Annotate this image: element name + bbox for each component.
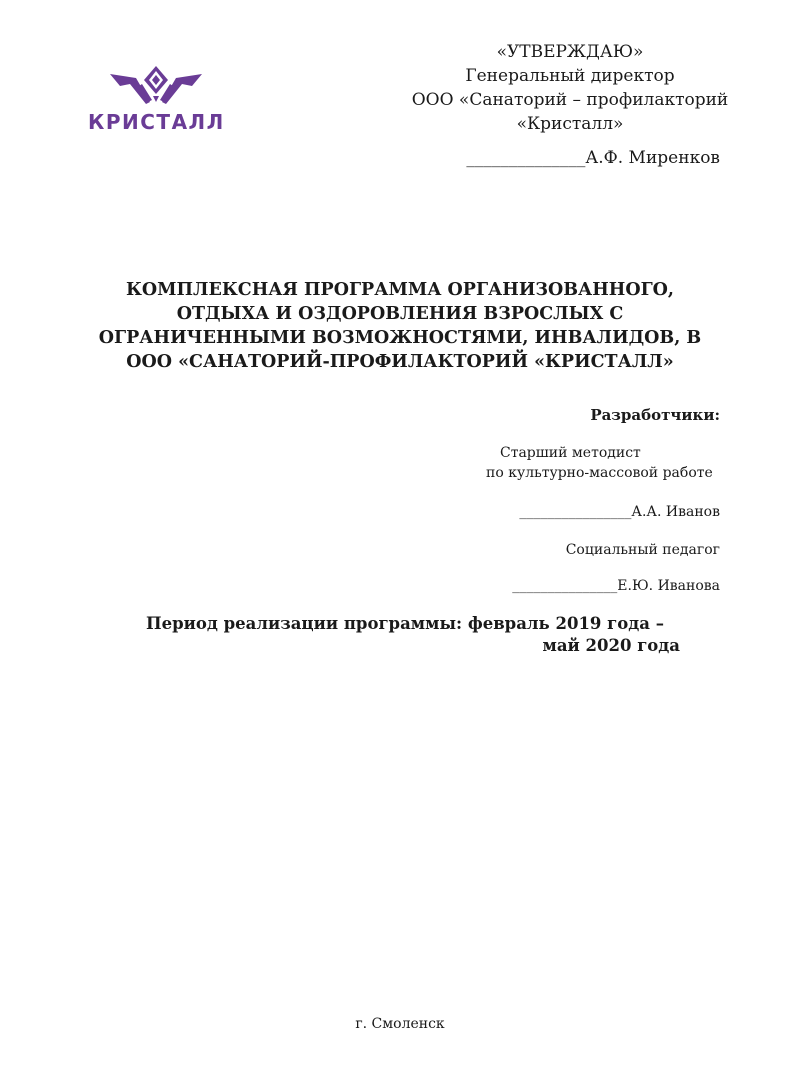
approval-line: «Кристалл» bbox=[516, 114, 624, 134]
approval-line: ООО «Санаторий – профилакторий bbox=[411, 90, 729, 110]
director-signature-line: ______________А.Ф. Миренков bbox=[466, 148, 720, 168]
approval-line: «УТВЕРЖДАЮ» bbox=[496, 42, 644, 62]
crystal-crown-icon bbox=[106, 64, 206, 110]
developer-1-role: Старший методист bbox=[500, 445, 641, 461]
developers-heading: Разработчики: bbox=[590, 406, 720, 424]
logo-text: КРИСТАЛЛ bbox=[88, 110, 225, 134]
implementation-period: Период реализации программы: февраль 2019 года – bbox=[146, 614, 664, 633]
company-logo bbox=[88, 64, 223, 136]
title-line: КОМПЛЕКСНАЯ ПРОГРАММА ОРГАНИЗОВАННОГО, bbox=[126, 280, 674, 300]
document-title bbox=[70, 278, 730, 374]
city-name: г. Смоленск bbox=[355, 1016, 445, 1032]
title-line: ОТДЫХА И ОЗДОРОВЛЕНИЯ ВЗРОСЛЫХ С bbox=[176, 304, 624, 324]
developer-1-role-cont: по культурно-массовой работе bbox=[486, 465, 713, 481]
title-line: ООО «САНАТОРИЙ-ПРОФИЛАКТОРИЙ «КРИСТАЛЛ» bbox=[126, 352, 674, 372]
implementation-period-end: май 2020 года bbox=[542, 636, 680, 655]
approval-block bbox=[380, 40, 760, 136]
title-line: ОГРАНИЧЕННЫМИ ВОЗМОЖНОСТЯМИ, ИНВАЛИДОВ, В bbox=[98, 328, 702, 348]
developer-2-signature: _______________Е.Ю. Иванова bbox=[512, 578, 720, 594]
developer-2-role: Социальный педагог bbox=[565, 542, 720, 558]
developer-1-signature: ________________А.А. Иванов bbox=[519, 504, 720, 520]
approval-line: Генеральный директор bbox=[465, 66, 675, 86]
